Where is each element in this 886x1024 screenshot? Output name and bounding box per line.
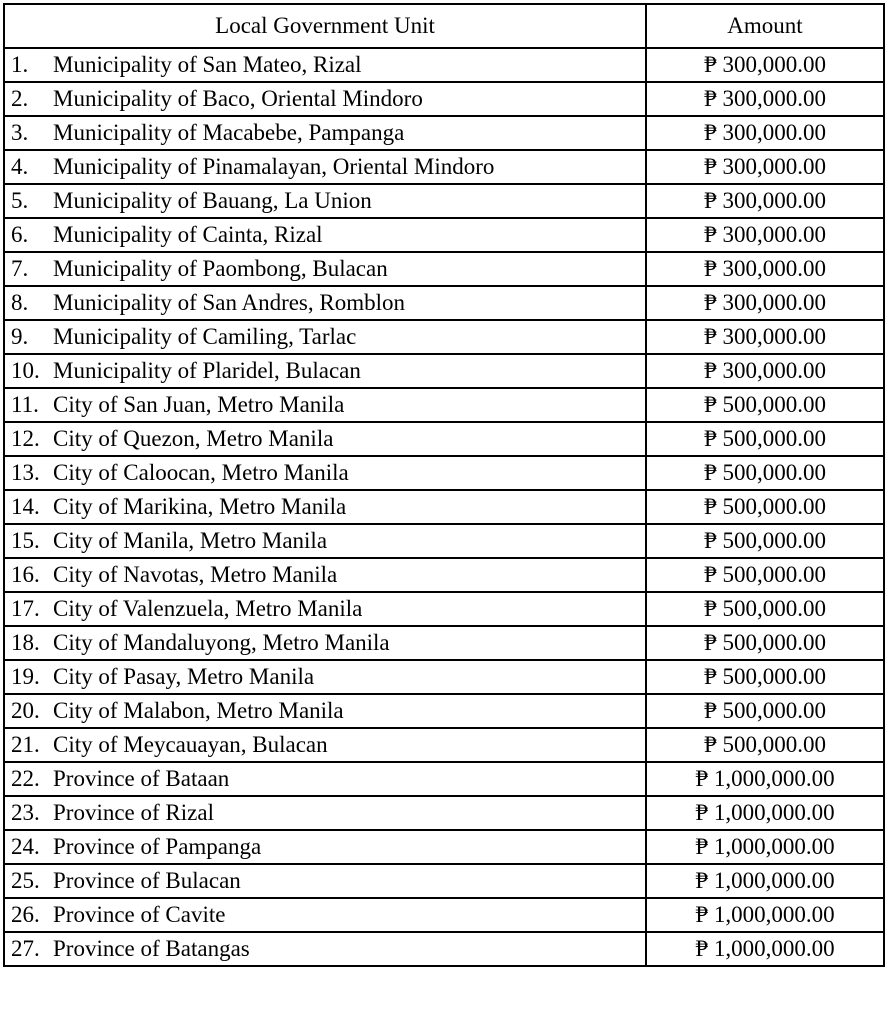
- lgu-name-cell: [4, 626, 646, 660]
- amount-cell: ₱ 500,000.00: [646, 490, 884, 524]
- lgu-name-cell: [4, 762, 646, 796]
- amount-cell: ₱ 300,000.00: [646, 286, 884, 320]
- table-row: [4, 48, 884, 82]
- amount-cell: ₱ 1,000,000.00: [646, 898, 884, 932]
- lgu-name: Municipality of Bauang, La Union: [53, 188, 372, 213]
- row-number: 18.: [11, 630, 40, 655]
- table-row: [4, 286, 884, 320]
- amount-cell: ₱ 500,000.00: [646, 524, 884, 558]
- table-row: [4, 728, 884, 762]
- lgu-name-cell: [4, 932, 646, 966]
- table-row: [4, 524, 884, 558]
- row-number: 14.: [11, 494, 40, 519]
- table-row: [4, 660, 884, 694]
- row-number: 5.: [11, 188, 29, 213]
- header-amount: Amount: [646, 4, 884, 48]
- lgu-name-cell: [4, 864, 646, 898]
- lgu-name-cell: [4, 830, 646, 864]
- row-number: 12.: [11, 426, 40, 451]
- table-row: [4, 762, 884, 796]
- amount-cell: ₱ 300,000.00: [646, 252, 884, 286]
- row-number: 26.: [11, 902, 40, 927]
- table-row: [4, 626, 884, 660]
- table-row: [4, 116, 884, 150]
- lgu-name-cell: [4, 252, 646, 286]
- lgu-name: Province of Batangas: [53, 936, 250, 961]
- table-row: [4, 932, 884, 966]
- table-row: [4, 354, 884, 388]
- lgu-name-cell: [4, 524, 646, 558]
- lgu-name: City of San Juan, Metro Manila: [53, 392, 345, 417]
- row-number: 21.: [11, 732, 40, 757]
- lgu-name-cell: [4, 48, 646, 82]
- table-row: [4, 252, 884, 286]
- row-number: 10.: [11, 358, 40, 383]
- amount-cell: ₱ 1,000,000.00: [646, 830, 884, 864]
- amount-cell: ₱ 500,000.00: [646, 558, 884, 592]
- amount-cell: ₱ 300,000.00: [646, 218, 884, 252]
- table-row: [4, 830, 884, 864]
- lgu-name: City of Valenzuela, Metro Manila: [53, 596, 363, 621]
- table-row: [4, 558, 884, 592]
- amount-cell: ₱ 500,000.00: [646, 592, 884, 626]
- lgu-name: City of Pasay, Metro Manila: [53, 664, 315, 689]
- table-row: [4, 490, 884, 524]
- amount-cell: ₱ 300,000.00: [646, 184, 884, 218]
- lgu-name: Municipality of Cainta, Rizal: [53, 222, 323, 247]
- table-body: [4, 48, 884, 966]
- amount-cell: ₱ 500,000.00: [646, 456, 884, 490]
- lgu-name: Municipality of Plaridel, Bulacan: [53, 358, 361, 383]
- lgu-name-cell: [4, 490, 646, 524]
- amount-cell: ₱ 500,000.00: [646, 694, 884, 728]
- amount-cell: ₱ 300,000.00: [646, 116, 884, 150]
- row-number: 6.: [11, 222, 29, 247]
- table-row: [4, 898, 884, 932]
- row-number: 9.: [11, 324, 29, 349]
- lgu-name-cell: [4, 728, 646, 762]
- lgu-name: Municipality of San Mateo, Rizal: [53, 52, 362, 77]
- lgu-name-cell: [4, 592, 646, 626]
- amount-cell: ₱ 1,000,000.00: [646, 762, 884, 796]
- row-number: 15.: [11, 528, 40, 553]
- lgu-name: City of Navotas, Metro Manila: [53, 562, 338, 587]
- lgu-name-cell: [4, 388, 646, 422]
- table-row: [4, 218, 884, 252]
- lgu-name: Municipality of Camiling, Tarlac: [53, 324, 357, 349]
- amount-cell: ₱ 500,000.00: [646, 626, 884, 660]
- row-number: 24.: [11, 834, 40, 859]
- lgu-name: Province of Bataan: [53, 766, 230, 791]
- lgu-name-cell: [4, 898, 646, 932]
- lgu-name: Municipality of Pinamalayan, Oriental Mindoro: [53, 154, 495, 179]
- lgu-name: City of Malabon, Metro Manila: [53, 698, 344, 723]
- table-row: [4, 184, 884, 218]
- lgu-name-cell: [4, 150, 646, 184]
- row-number: 17.: [11, 596, 40, 621]
- amount-cell: ₱ 1,000,000.00: [646, 932, 884, 966]
- amount-cell: ₱ 500,000.00: [646, 660, 884, 694]
- lgu-name-cell: [4, 320, 646, 354]
- lgu-name: City of Quezon, Metro Manila: [53, 426, 334, 451]
- lgu-name: City of Meycauayan, Bulacan: [53, 732, 328, 757]
- amount-cell: ₱ 1,000,000.00: [646, 864, 884, 898]
- lgu-name: Province of Bulacan: [53, 868, 241, 893]
- amount-cell: ₱ 300,000.00: [646, 354, 884, 388]
- row-number: 11.: [11, 392, 39, 417]
- lgu-name-cell: [4, 694, 646, 728]
- amount-cell: ₱ 300,000.00: [646, 48, 884, 82]
- row-number: 20.: [11, 698, 40, 723]
- lgu-name-cell: [4, 184, 646, 218]
- row-number: 23.: [11, 800, 40, 825]
- lgu-name-cell: [4, 456, 646, 490]
- lgu-name: City of Caloocan, Metro Manila: [53, 460, 349, 485]
- table-header-row: [4, 4, 884, 48]
- lgu-name: City of Marikina, Metro Manila: [53, 494, 347, 519]
- lgu-name-cell: [4, 286, 646, 320]
- table-row: [4, 456, 884, 490]
- row-number: 13.: [11, 460, 40, 485]
- amount-cell: ₱ 500,000.00: [646, 388, 884, 422]
- lgu-name-cell: [4, 660, 646, 694]
- lgu-name-cell: [4, 422, 646, 456]
- row-number: 16.: [11, 562, 40, 587]
- lgu-name: City of Mandaluyong, Metro Manila: [53, 630, 390, 655]
- table-row: [4, 150, 884, 184]
- table-row: [4, 864, 884, 898]
- lgu-name: Province of Cavite: [53, 902, 226, 927]
- amount-cell: ₱ 300,000.00: [646, 150, 884, 184]
- row-number: 7.: [11, 256, 29, 281]
- lgu-name: Province of Pampanga: [53, 834, 262, 859]
- amount-cell: ₱ 1,000,000.00: [646, 796, 884, 830]
- table-row: [4, 592, 884, 626]
- header-lgu: Local Government Unit: [4, 4, 646, 48]
- lgu-name-cell: [4, 218, 646, 252]
- row-number: 4.: [11, 154, 29, 179]
- lgu-name: Municipality of San Andres, Romblon: [53, 290, 406, 315]
- amount-cell: ₱ 500,000.00: [646, 728, 884, 762]
- row-number: 1.: [11, 52, 29, 77]
- table-row: [4, 422, 884, 456]
- table-row: [4, 320, 884, 354]
- lgu-name-cell: [4, 116, 646, 150]
- lgu-name: City of Manila, Metro Manila: [53, 528, 328, 553]
- table-row: [4, 694, 884, 728]
- lgu-name: Province of Rizal: [53, 800, 214, 825]
- row-number: 19.: [11, 664, 40, 689]
- amount-cell: ₱ 300,000.00: [646, 320, 884, 354]
- lgu-name: Municipality of Macabebe, Pampanga: [53, 120, 405, 145]
- lgu-name-cell: [4, 82, 646, 116]
- lgu-name-cell: [4, 354, 646, 388]
- lgu-name: Municipality of Paombong, Bulacan: [53, 256, 388, 281]
- row-number: 3.: [11, 120, 29, 145]
- row-number: 8.: [11, 290, 29, 315]
- lgu-name-cell: [4, 796, 646, 830]
- row-number: 2.: [11, 86, 29, 111]
- amount-cell: ₱ 500,000.00: [646, 422, 884, 456]
- row-number: 27.: [11, 936, 40, 961]
- amount-cell: ₱ 300,000.00: [646, 82, 884, 116]
- table-row: [4, 388, 884, 422]
- table-row: [4, 796, 884, 830]
- row-number: 25.: [11, 868, 40, 893]
- row-number: 22.: [11, 766, 40, 791]
- lgu-name: Municipality of Baco, Oriental Mindoro: [53, 86, 423, 111]
- lgu-amount-table: [3, 3, 885, 967]
- lgu-name-cell: [4, 558, 646, 592]
- table-row: [4, 82, 884, 116]
